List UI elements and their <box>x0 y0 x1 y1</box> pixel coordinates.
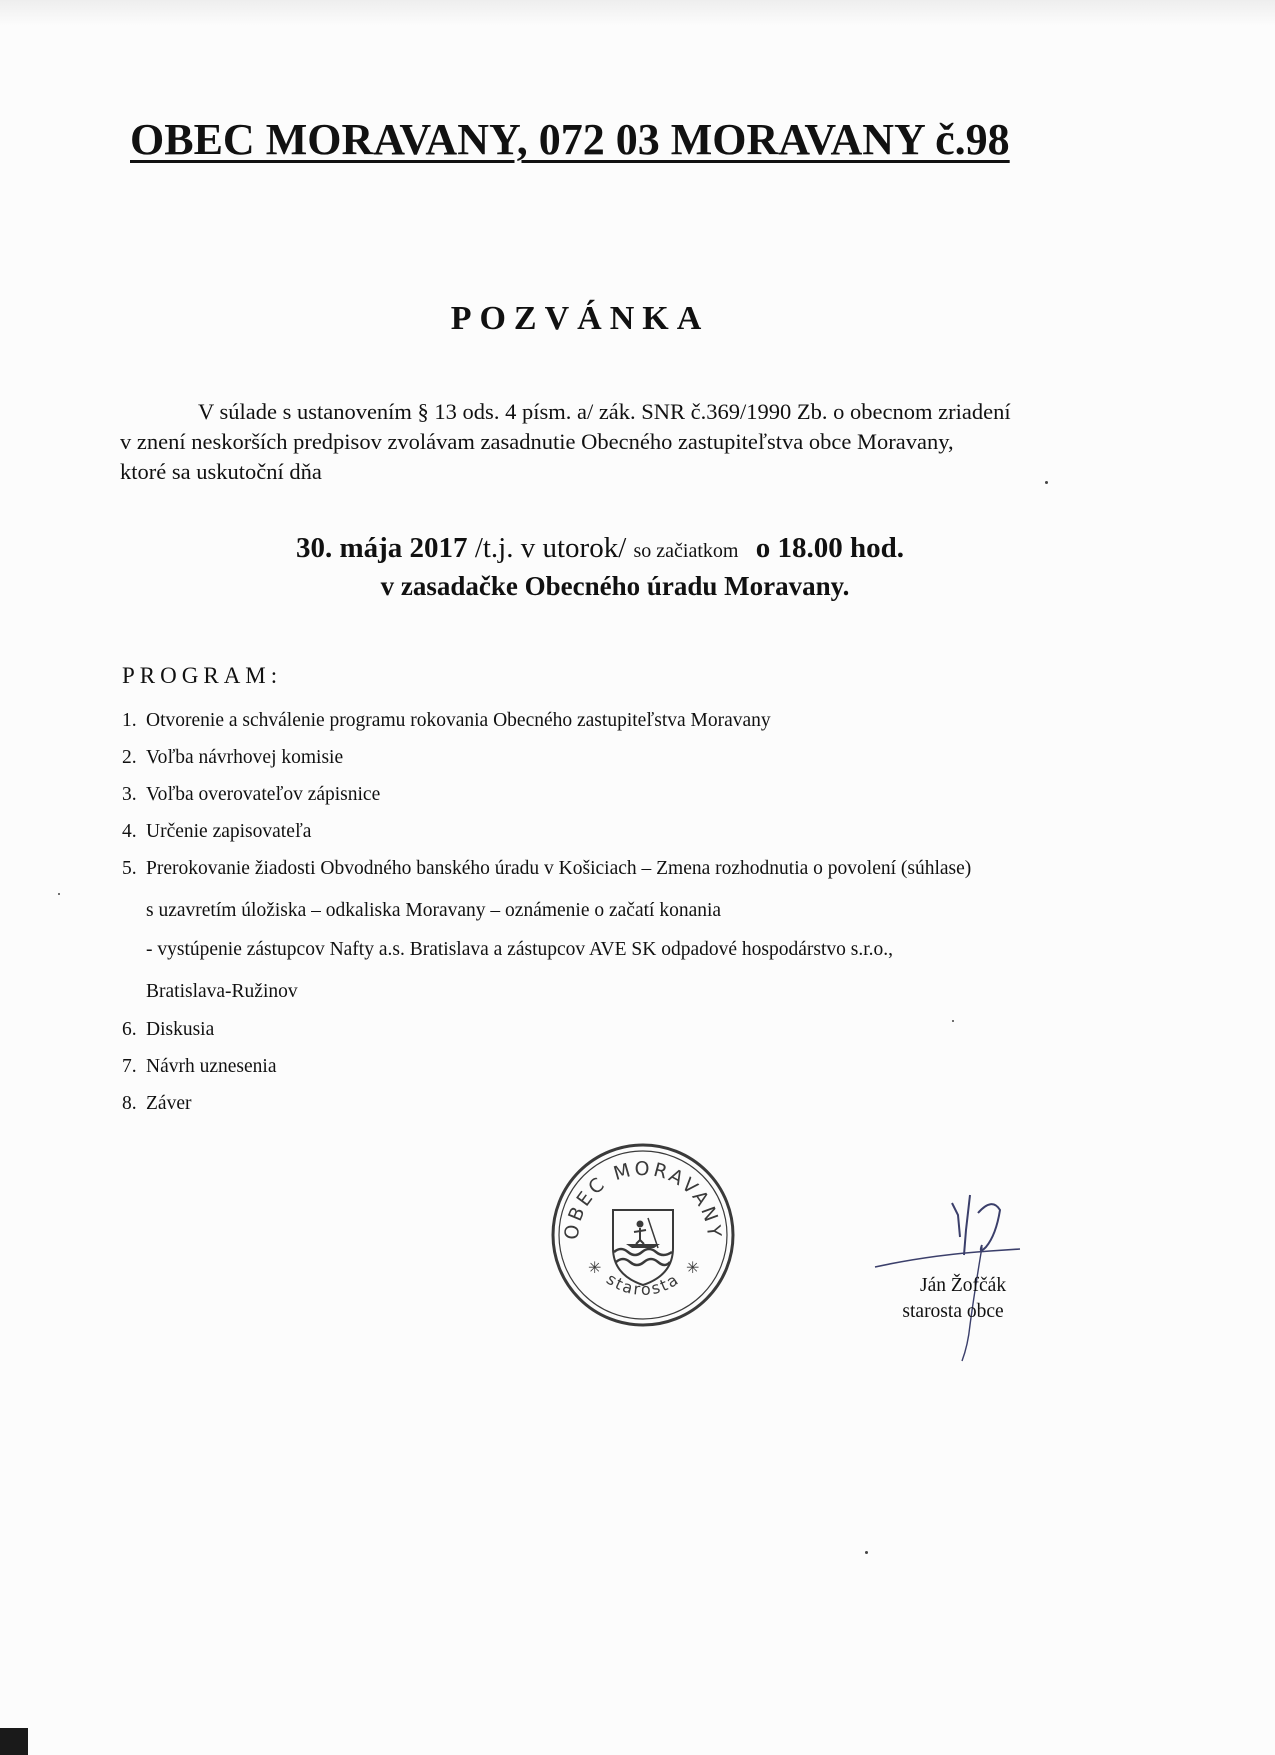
program-heading: PROGRAM: <box>122 663 283 688</box>
municipal-seal <box>548 1140 738 1330</box>
meeting-day-note: /t.j. v utorok/ <box>474 532 627 564</box>
scan-corner-mark <box>0 1728 28 1755</box>
seal-waves-icon <box>614 1249 672 1255</box>
agenda-item-continuation <box>146 939 893 961</box>
intro-paragraph <box>120 397 1140 487</box>
agenda-item-number: 5. <box>122 858 137 879</box>
agenda-item-text: s uzavretím úložiska – odkaliska Moravany – oznámenie o začatí konania <box>146 900 722 921</box>
agenda-item-continuation <box>146 981 298 1003</box>
agenda-item-number: 3. <box>122 784 137 805</box>
agenda-item-text: Diskusia <box>146 1019 215 1040</box>
seal-bottom-text: starosta <box>603 1269 683 1300</box>
seal-star-icon: ✳ <box>686 1258 700 1277</box>
agenda-item-text: Návrh uznesenia <box>146 1056 277 1077</box>
municipality-header: OBEC MORAVANY, 072 03 MORAVANY č.98 <box>130 115 1010 164</box>
agenda-item-text: Bratislava-Ružinov <box>146 981 298 1002</box>
meeting-datetime <box>0 532 1200 565</box>
intro-line: V súlade s ustanovením § 13 ods. 4 písm. a/ zák. SNR č.369/1990 Zb. o obecnom zriadení <box>198 399 1011 424</box>
agenda-item <box>122 1019 214 1041</box>
scan-edge-top <box>0 0 1275 26</box>
agenda-item <box>122 1093 191 1115</box>
agenda-item-number: 4. <box>122 821 137 842</box>
meeting-venue: v zasadačke Obecného úradu Moravany. <box>380 571 850 601</box>
seal-boat-icon <box>626 1244 660 1248</box>
agenda-item-text: Prerokovanie žiadosti Obvodného banského úradu v Košiciach – Zmena rozhodnutia o povolení (súhlase) <box>146 858 972 879</box>
scan-speck <box>865 1551 868 1554</box>
scan-speck <box>58 893 60 895</box>
intro-line: v znení neskorších predpisov zvolávam zasadnutie Obecného zastupiteľstva obce Moravany, <box>120 429 954 454</box>
agenda-item-text: Otvorenie a schválenie programu rokovania Obecného zastupiteľstva Moravany <box>146 710 771 731</box>
agenda-item-text: - vystúpenie zástupcov Nafty a.s. Bratislava a zástupcov AVE SK odpadové hospodárstvo s.r.o., <box>146 939 893 960</box>
agenda-item <box>122 1056 276 1078</box>
seal-waves-icon <box>616 1259 670 1265</box>
scan-speck <box>952 1020 954 1022</box>
seal-oar-icon <box>648 1218 658 1248</box>
agenda-item-text: Určenie zapisovateľa <box>146 821 312 842</box>
meeting-time: o 18.00 hod. <box>755 532 904 564</box>
meeting-start-label: so začiatkom <box>633 540 739 562</box>
agenda-item-number: 6. <box>122 1019 137 1040</box>
agenda-item-number: 1. <box>122 710 137 731</box>
agenda-item-text: Voľba návrhovej komisie <box>146 747 344 768</box>
seal-top-text: OBEC MORAVANY <box>560 1157 726 1242</box>
agenda-item <box>122 784 380 806</box>
signer-block <box>900 1273 1006 1325</box>
agenda-item <box>122 710 771 732</box>
seal-figure-icon <box>634 1228 646 1244</box>
agenda-item <box>122 858 971 880</box>
agenda-item <box>122 821 311 843</box>
agenda-item-text: Voľba overovateľov zápisnice <box>146 784 381 805</box>
seal-star-icon: ✳ <box>588 1258 602 1277</box>
agenda-item-number: 2. <box>122 747 137 768</box>
agenda-item-number: 7. <box>122 1056 137 1077</box>
agenda-item-text: Záver <box>146 1093 192 1114</box>
agenda-item-number: 8. <box>122 1093 137 1114</box>
document-title: POZVÁNKA <box>450 300 710 337</box>
intro-line: ktoré sa uskutoční dňa <box>120 459 322 484</box>
agenda-item-continuation <box>146 900 721 922</box>
signer-role: starosta obce <box>902 1301 1004 1322</box>
meeting-date: 30. mája 2017 <box>295 532 468 564</box>
scan-speck <box>1045 481 1048 484</box>
agenda-item <box>122 747 343 769</box>
seal-figure-icon <box>637 1221 644 1228</box>
signer-name: Ján Žofčák <box>920 1275 1007 1296</box>
